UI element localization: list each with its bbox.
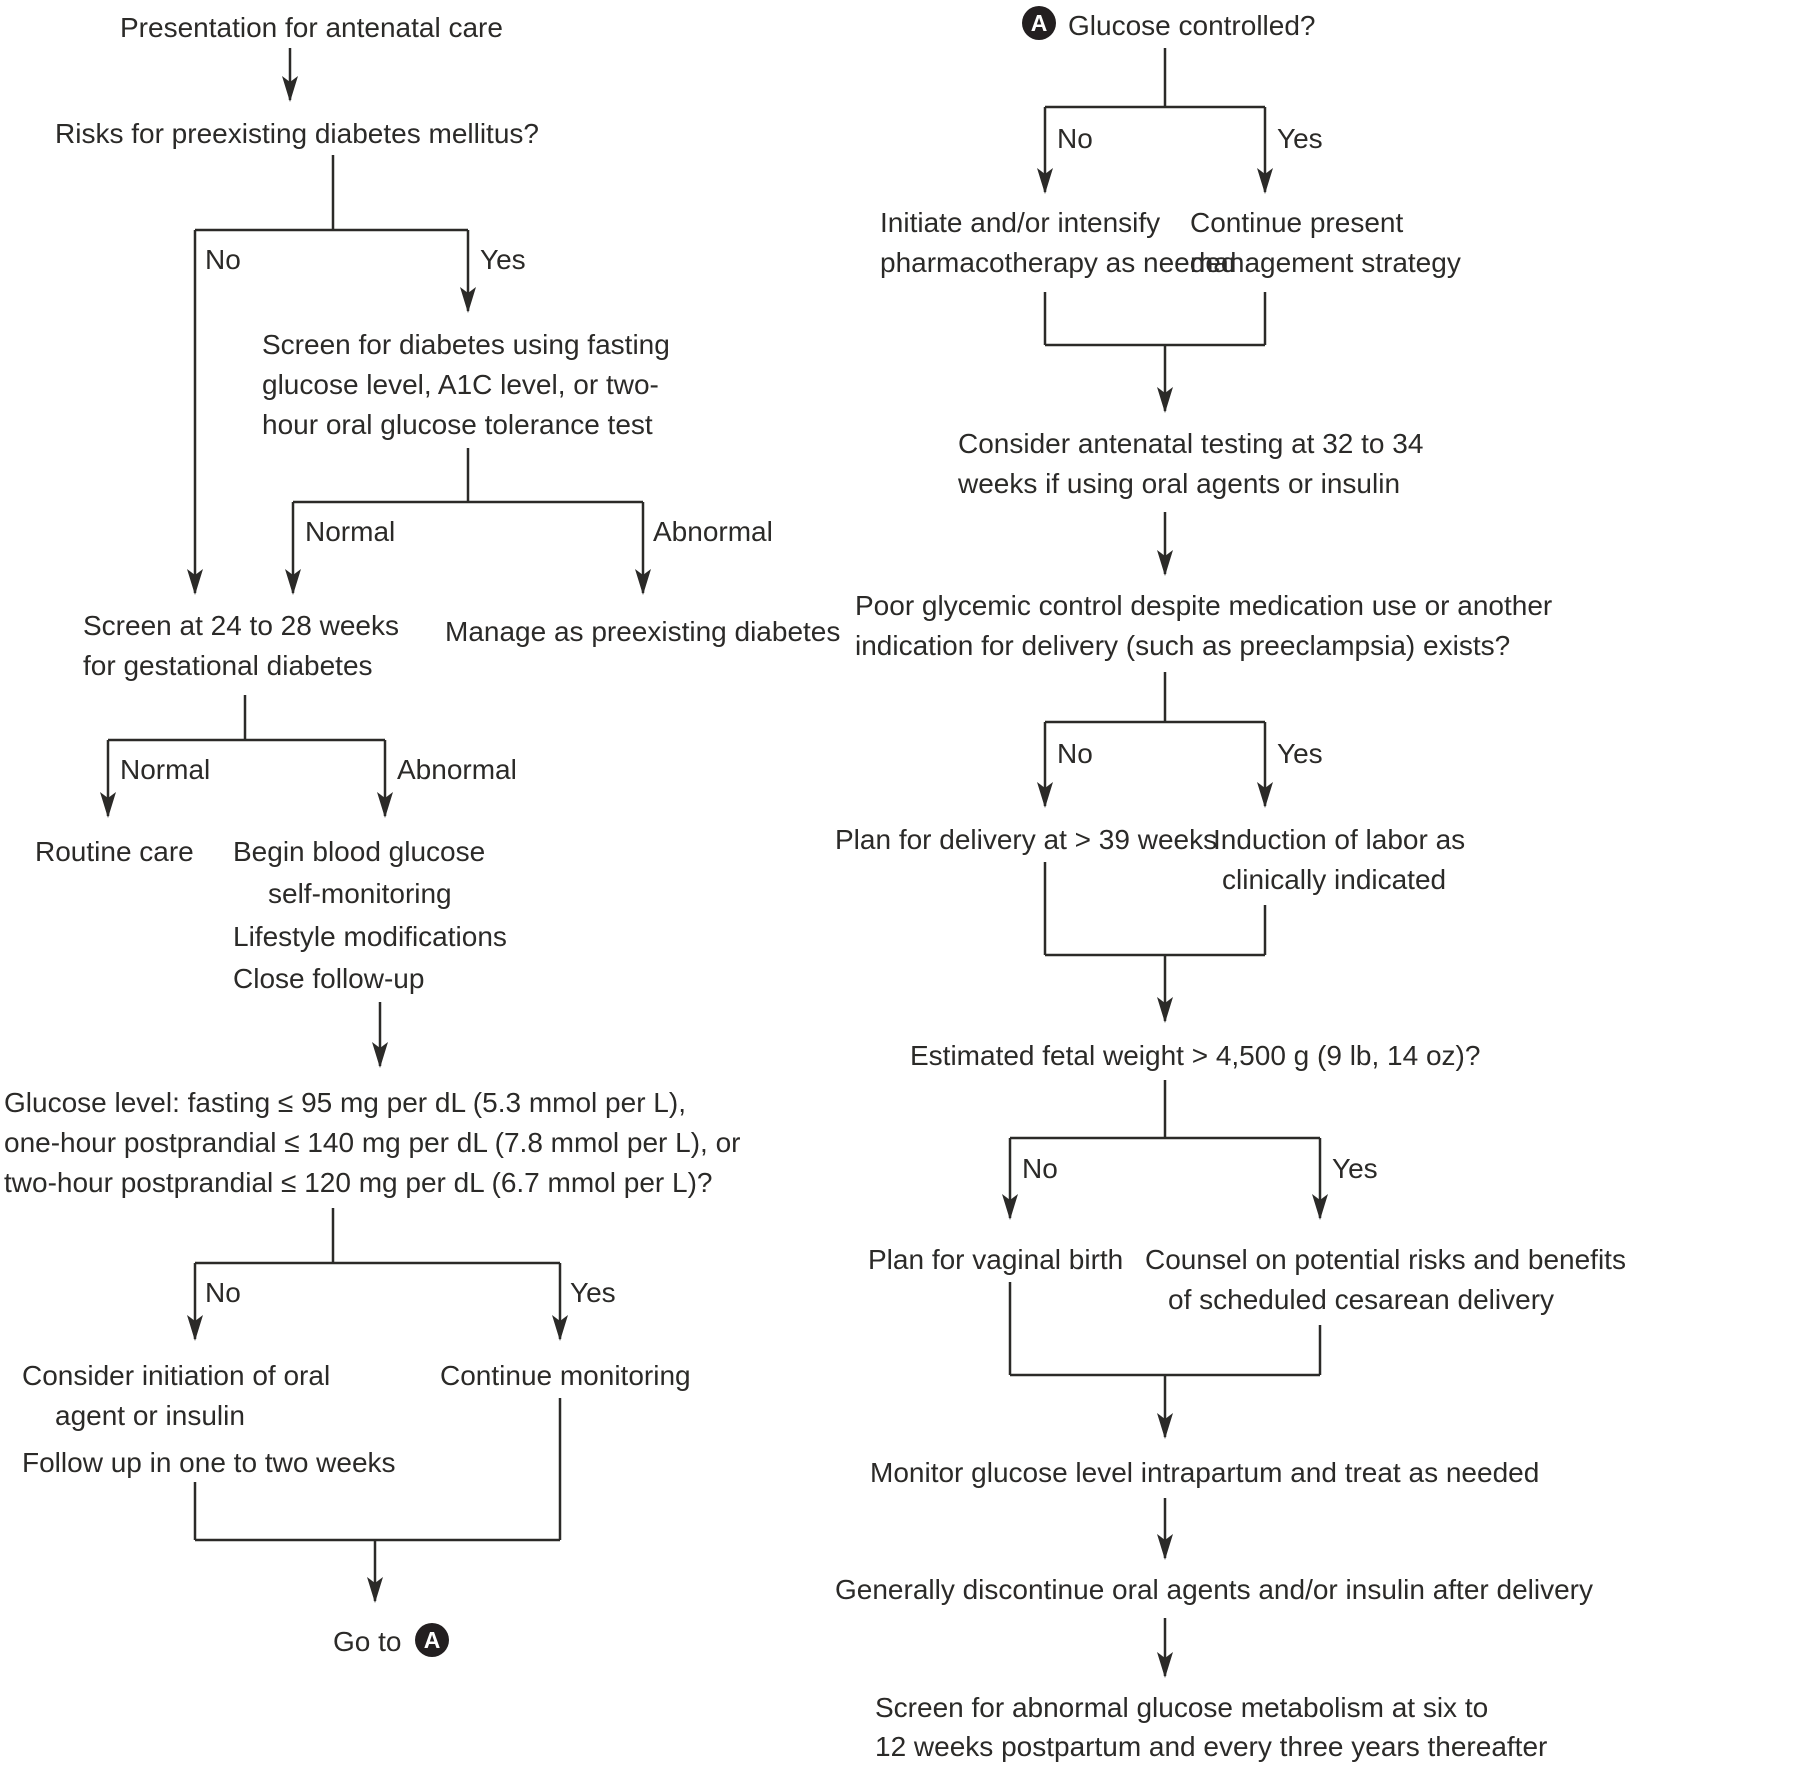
node-screen-diabetes-line2: glucose level, A1C level, or two-	[262, 369, 659, 400]
node-lifestyle: Lifestyle modifications	[233, 921, 507, 952]
badge-letter: A	[1030, 9, 1048, 36]
node-manage-preexisting: Manage as preexisting diabetes	[445, 616, 841, 647]
node-begin-monitoring-line2: self-monitoring	[268, 878, 452, 909]
node-consider-antenatal-line1: Consider antenatal testing at 32 to 34	[958, 428, 1424, 459]
node-consider-initiation-line2: agent or insulin	[55, 1400, 245, 1431]
edge-label-poor-yes: Yes	[1277, 738, 1323, 769]
edge-label-weight-no: No	[1022, 1153, 1058, 1184]
node-screen-diabetes-line1: Screen for diabetes using fasting	[262, 329, 670, 360]
node-risks-question: Risks for preexisting diabetes mellitus?	[55, 118, 539, 149]
branch-glucose-controlled	[1045, 48, 1265, 192]
node-discontinue: Generally discontinue oral agents and/or insulin after delivery	[835, 1574, 1593, 1605]
node-counsel-line2: of scheduled cesarean delivery	[1168, 1284, 1555, 1315]
node-estimated-weight: Estimated fetal weight > 4,500 g (9 lb, 14 oz)?	[910, 1040, 1481, 1071]
node-consider-initiation-line1: Consider initiation of oral	[22, 1360, 331, 1391]
edge-label-poor-no: No	[1057, 738, 1093, 769]
branch-glucose-question	[195, 1208, 560, 1339]
edge-label-2428-abnormal: Abnormal	[397, 754, 517, 785]
edge-label-screen-normal: Normal	[305, 516, 396, 547]
node-induction-line2: clinically indicated	[1222, 864, 1447, 895]
node-followup-weeks: Follow up in one to two weeks	[22, 1447, 396, 1478]
node-continue-present-line2: management strategy	[1190, 247, 1461, 278]
connector-badge-a-goto	[415, 1623, 449, 1657]
edge-label-risks-yes: Yes	[480, 244, 526, 275]
node-screen-diabetes-line3: hour oral glucose tolerance test	[262, 409, 653, 440]
node-poor-control-line2: indication for delivery (such as preeclampsia) exists?	[855, 630, 1511, 661]
node-glucose-controlled: Glucose controlled?	[1068, 10, 1316, 41]
edge-label-controlled-no: No	[1057, 123, 1093, 154]
node-close-followup: Close follow-up	[233, 963, 425, 994]
badge-letter: A	[423, 1626, 441, 1653]
node-screen-24-28-line1: Screen at 24 to 28 weeks	[83, 610, 399, 641]
node-continue-present-line1: Continue present	[1190, 207, 1404, 238]
edge-label-weight-yes: Yes	[1332, 1153, 1378, 1184]
node-glucose-question-line3: two-hour postprandial ≤ 120 mg per dL (6.7 mmol per L)?	[4, 1167, 713, 1198]
node-glucose-question-line1: Glucose level: fasting ≤ 95 mg per dL (5.3 mmol per L),	[4, 1087, 686, 1118]
connector-badge-a-top	[1022, 6, 1056, 40]
edge-label-controlled-yes: Yes	[1277, 123, 1323, 154]
edge-label-screen-abnormal: Abnormal	[653, 516, 773, 547]
node-routine-care: Routine care	[35, 836, 194, 867]
edge-label-glucoseq-yes: Yes	[570, 1277, 616, 1308]
node-consider-antenatal-line2: weeks if using oral agents or insulin	[958, 468, 1401, 499]
node-screen-24-28-line2: for gestational diabetes	[83, 650, 373, 681]
node-induction-line1: Induction of labor as	[1213, 824, 1466, 855]
node-begin-monitoring-line1: Begin blood glucose	[233, 836, 486, 867]
edge-label-2428-normal: Normal	[120, 754, 211, 785]
node-counsel-line1: Counsel on potential risks and benefits	[1145, 1244, 1626, 1275]
node-screen-postpartum-line1: Screen for abnormal glucose metabolism at six to	[875, 1692, 1489, 1723]
node-screen-postpartum-line2: 12 weeks postpartum and every three years thereafter	[875, 1731, 1548, 1762]
node-plan-vaginal: Plan for vaginal birth	[868, 1244, 1124, 1275]
node-plan-delivery: Plan for delivery at > 39 weeks	[835, 824, 1218, 855]
node-initiate-line1: Initiate and/or intensify	[880, 207, 1161, 238]
node-poor-control-line1: Poor glycemic control despite medication use or another	[855, 590, 1553, 621]
branch-estimated-weight	[1010, 1080, 1320, 1218]
node-goto-a-label: Go to	[333, 1626, 402, 1657]
edge-label-glucoseq-no: No	[205, 1277, 241, 1308]
node-continue-monitoring: Continue monitoring	[440, 1360, 691, 1391]
node-presentation: Presentation for antenatal care	[120, 12, 503, 43]
edge-label-risks-no: No	[205, 244, 241, 275]
node-glucose-question-line2: one-hour postprandial ≤ 140 mg per dL (7.8 mmol per L), or	[4, 1127, 741, 1158]
node-initiate-line2: pharmacotherapy as needed	[880, 247, 1237, 278]
node-monitor-intrapartum: Monitor glucose level intrapartum and treat as needed	[870, 1457, 1540, 1488]
merge-to-goto-a	[195, 1398, 560, 1601]
merge-to-antenatal-testing	[1045, 292, 1265, 411]
